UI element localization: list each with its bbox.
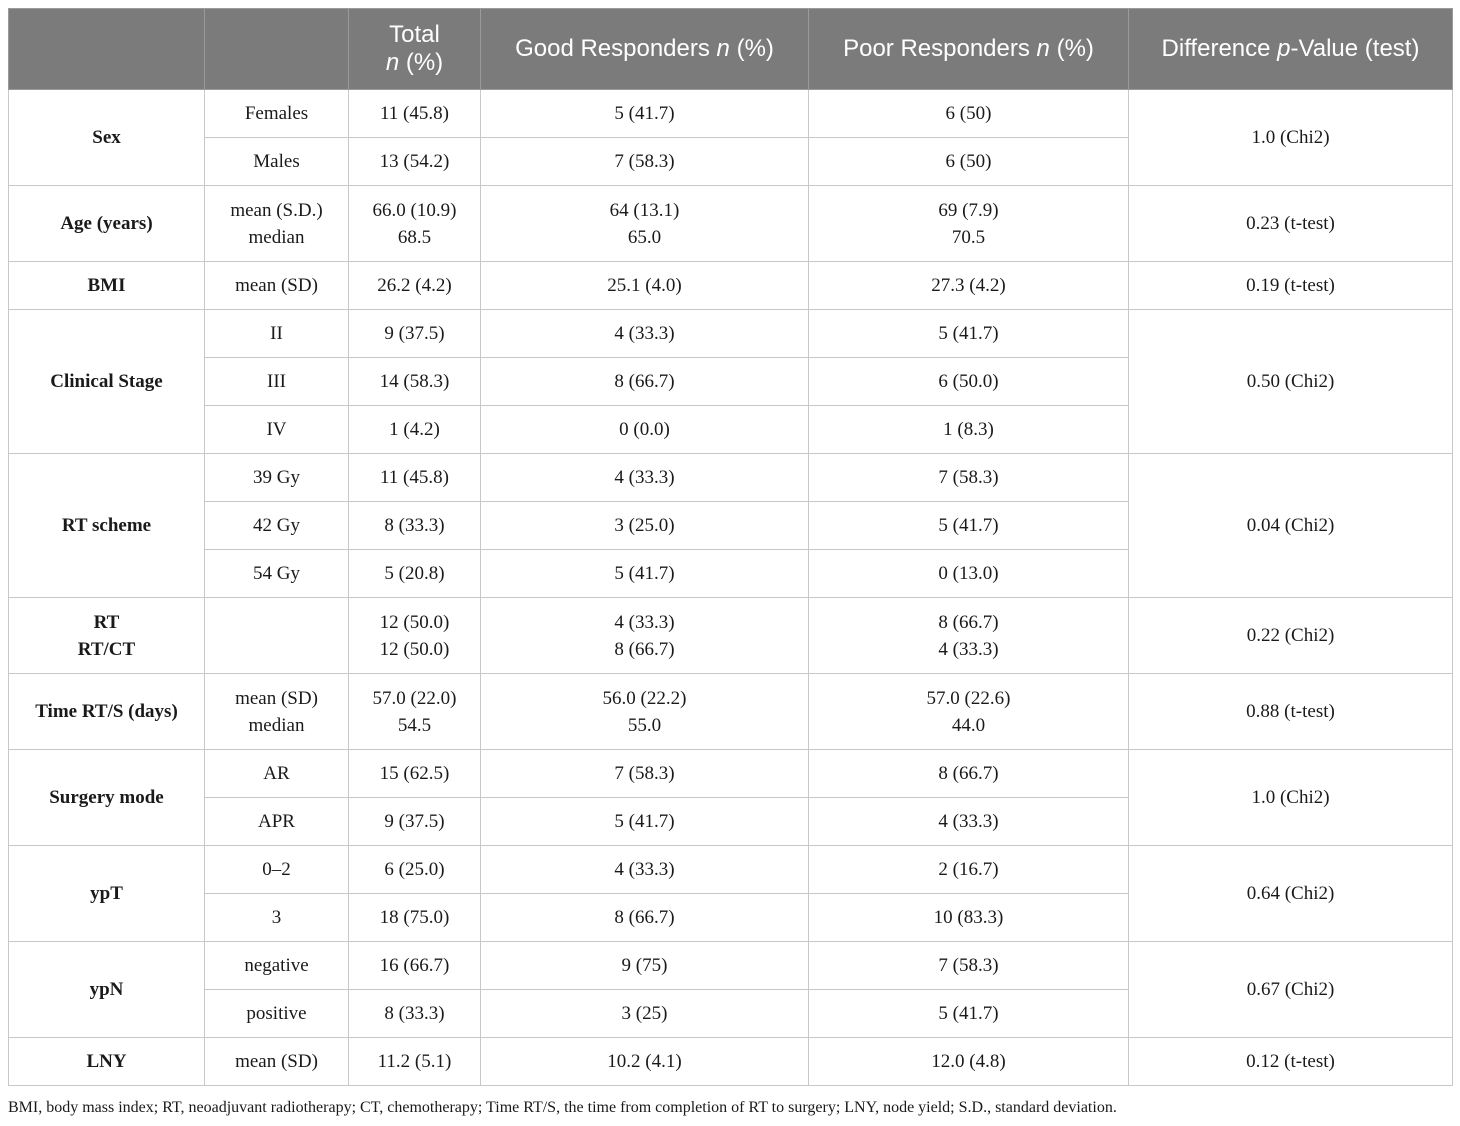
- value-line: 12 (50.0): [379, 611, 450, 633]
- good-cell: 8 (66.7): [481, 358, 809, 406]
- total-cell: 16 (66.7): [349, 942, 481, 990]
- header-row: [9, 9, 1453, 90]
- category-cell: Males: [205, 138, 349, 186]
- poor-cell: 5 (41.7): [809, 310, 1129, 358]
- value-line: 44.0: [951, 714, 986, 736]
- test-cell: 0.88 (t-test): [1129, 674, 1453, 750]
- header-total-pct: (%): [399, 49, 444, 76]
- header-poor-pct: (%): [1049, 35, 1094, 62]
- header-poor-label: Poor Responders: [843, 35, 1037, 62]
- good-cell: 8 (66.7): [481, 894, 809, 942]
- category-cell: IV: [205, 406, 349, 454]
- header-good-n: n: [716, 35, 730, 62]
- category-cell: [205, 186, 349, 262]
- value-line: 56.0 (22.2): [602, 687, 687, 709]
- total-cell: 26.2 (4.2): [349, 262, 481, 310]
- row-label-rt-rtct: [9, 598, 205, 674]
- total-cell: 14 (58.3): [349, 358, 481, 406]
- value-line: 8 (66.7): [938, 611, 999, 633]
- table-row: [9, 750, 1453, 798]
- poor-cell: 4 (33.3): [809, 798, 1129, 846]
- table-row: [9, 1038, 1453, 1086]
- row-label-rt-scheme: RT scheme: [9, 454, 205, 598]
- table-footnote: BMI, body mass index; RT, neoadjuvant radiotherapy; CT, chemotherapy; Time RT/S, the time from completion of RT to surgery; LNY, node yield; S.D., standard deviation.: [8, 1099, 1117, 1116]
- good-cell: 5 (41.7): [481, 550, 809, 598]
- total-cell: 13 (54.2): [349, 138, 481, 186]
- row-label-surgery-mode: Surgery mode: [9, 750, 205, 846]
- table-row: [9, 262, 1453, 310]
- test-cell: 0.04 (Chi2): [1129, 454, 1453, 598]
- good-cell: 25.1 (4.0): [481, 262, 809, 310]
- category-cell: [205, 674, 349, 750]
- category-cell: III: [205, 358, 349, 406]
- poor-cell: 7 (58.3): [809, 454, 1129, 502]
- value-line: 65.0: [627, 226, 662, 248]
- header-diff-p: p: [1277, 35, 1291, 62]
- category-cell: II: [205, 310, 349, 358]
- total-cell: 15 (62.5): [349, 750, 481, 798]
- poor-cell: 12.0 (4.8): [809, 1038, 1129, 1086]
- test-cell: 0.23 (t-test): [1129, 186, 1453, 262]
- total-cell: 8 (33.3): [349, 502, 481, 550]
- category-cell: [205, 598, 349, 674]
- category-line: mean (SD): [235, 687, 318, 709]
- category-cell: 42 Gy: [205, 502, 349, 550]
- row-label-bmi: BMI: [9, 262, 205, 310]
- poor-cell: 6 (50): [809, 90, 1129, 138]
- header-good-label: Good Responders: [515, 35, 717, 62]
- table-row: [9, 674, 1453, 750]
- poor-cell: 8 (66.7): [809, 750, 1129, 798]
- total-cell: 8 (33.3): [349, 990, 481, 1038]
- row-label-clinical-stage: Clinical Stage: [9, 310, 205, 454]
- value-line: 66.0 (10.9): [372, 199, 457, 221]
- table-row: [9, 310, 1453, 358]
- header-total: [349, 9, 481, 90]
- table-row: [9, 846, 1453, 894]
- poor-cell: 5 (41.7): [809, 502, 1129, 550]
- value-line: 8 (66.7): [614, 638, 675, 660]
- value-line: 70.5: [951, 226, 986, 248]
- row-label-age: Age (years): [9, 186, 205, 262]
- row-label-ypn: ypN: [9, 942, 205, 1038]
- category-cell: 3: [205, 894, 349, 942]
- category-line: median: [248, 226, 305, 248]
- poor-cell: 5 (41.7): [809, 990, 1129, 1038]
- header-good: [481, 9, 809, 90]
- good-cell: 9 (75): [481, 942, 809, 990]
- good-cell: [481, 186, 809, 262]
- row-label-time-rts: Time RT/S (days): [9, 674, 205, 750]
- value-line: 4 (33.3): [938, 638, 999, 660]
- category-cell: APR: [205, 798, 349, 846]
- poor-cell: 6 (50.0): [809, 358, 1129, 406]
- total-cell: [349, 186, 481, 262]
- poor-cell: 7 (58.3): [809, 942, 1129, 990]
- category-cell: mean (SD): [205, 1038, 349, 1086]
- header-good-pct: (%): [729, 35, 774, 62]
- value-line: 55.0: [627, 714, 662, 736]
- poor-cell: [809, 186, 1129, 262]
- test-cell: 0.64 (Chi2): [1129, 846, 1453, 942]
- category-cell: 0–2: [205, 846, 349, 894]
- good-cell: 0 (0.0): [481, 406, 809, 454]
- category-line: median: [248, 714, 305, 736]
- category-cell: mean (SD): [205, 262, 349, 310]
- poor-cell: 6 (50): [809, 138, 1129, 186]
- characteristics-table: [8, 8, 1453, 1086]
- header-total-n: n: [385, 49, 400, 76]
- test-cell: 0.50 (Chi2): [1129, 310, 1453, 454]
- value-line: 68.5: [397, 226, 432, 248]
- header-poor-n: n: [1036, 35, 1050, 62]
- value-line: 57.0 (22.6): [926, 687, 1011, 709]
- label-line: RT: [93, 611, 120, 633]
- total-cell: 9 (37.5): [349, 310, 481, 358]
- row-label-sex: Sex: [9, 90, 205, 186]
- value-line: 54.5: [397, 714, 432, 736]
- poor-cell: 10 (83.3): [809, 894, 1129, 942]
- table-row: [9, 598, 1453, 674]
- total-cell: 11 (45.8): [349, 454, 481, 502]
- good-cell: 4 (33.3): [481, 454, 809, 502]
- good-cell: 3 (25.0): [481, 502, 809, 550]
- good-cell: 7 (58.3): [481, 750, 809, 798]
- category-cell: 54 Gy: [205, 550, 349, 598]
- category-cell: Females: [205, 90, 349, 138]
- table-row: [9, 90, 1453, 138]
- good-cell: 7 (58.3): [481, 138, 809, 186]
- value-line: 57.0 (22.0): [372, 687, 457, 709]
- good-cell: [481, 598, 809, 674]
- poor-cell: [809, 598, 1129, 674]
- good-cell: [481, 674, 809, 750]
- header-category: [205, 9, 349, 90]
- poor-cell: 27.3 (4.2): [809, 262, 1129, 310]
- header-difference: [1129, 9, 1453, 90]
- category-cell: positive: [205, 990, 349, 1038]
- category-cell: 39 Gy: [205, 454, 349, 502]
- value-line: 64 (13.1): [609, 199, 680, 221]
- header-diff-label: Difference: [1161, 35, 1278, 62]
- poor-cell: [809, 674, 1129, 750]
- total-cell: 11 (45.8): [349, 90, 481, 138]
- header-variable: [9, 9, 205, 90]
- good-cell: 5 (41.7): [481, 798, 809, 846]
- category-cell: negative: [205, 942, 349, 990]
- row-label-ypt: ypT: [9, 846, 205, 942]
- poor-cell: 0 (13.0): [809, 550, 1129, 598]
- poor-cell: 2 (16.7): [809, 846, 1129, 894]
- total-cell: 5 (20.8): [349, 550, 481, 598]
- total-cell: [349, 598, 481, 674]
- total-cell: [349, 674, 481, 750]
- total-cell: 6 (25.0): [349, 846, 481, 894]
- row-label-lny: LNY: [9, 1038, 205, 1086]
- test-cell: 0.12 (t-test): [1129, 1038, 1453, 1086]
- test-cell: 1.0 (Chi2): [1129, 750, 1453, 846]
- header-poor: [809, 9, 1129, 90]
- category-line: mean (S.D.): [230, 199, 323, 221]
- table-row: [9, 186, 1453, 262]
- total-cell: 9 (37.5): [349, 798, 481, 846]
- good-cell: 4 (33.3): [481, 846, 809, 894]
- header-diff-value: -Value (test): [1290, 35, 1420, 62]
- total-cell: 11.2 (5.1): [349, 1038, 481, 1086]
- test-cell: 0.67 (Chi2): [1129, 942, 1453, 1038]
- good-cell: 3 (25): [481, 990, 809, 1038]
- table-row: [9, 454, 1453, 502]
- value-line: 69 (7.9): [938, 199, 999, 221]
- value-line: 4 (33.3): [614, 611, 675, 633]
- label-line: RT/CT: [77, 638, 136, 660]
- table-row: [9, 942, 1453, 990]
- category-cell: AR: [205, 750, 349, 798]
- header-total-label: Total: [389, 21, 440, 48]
- test-cell: 1.0 (Chi2): [1129, 90, 1453, 186]
- total-cell: 18 (75.0): [349, 894, 481, 942]
- good-cell: 5 (41.7): [481, 90, 809, 138]
- poor-cell: 1 (8.3): [809, 406, 1129, 454]
- good-cell: 4 (33.3): [481, 310, 809, 358]
- good-cell: 10.2 (4.1): [481, 1038, 809, 1086]
- value-line: 12 (50.0): [379, 638, 450, 660]
- test-cell: 0.22 (Chi2): [1129, 598, 1453, 674]
- total-cell: 1 (4.2): [349, 406, 481, 454]
- test-cell: 0.19 (t-test): [1129, 262, 1453, 310]
